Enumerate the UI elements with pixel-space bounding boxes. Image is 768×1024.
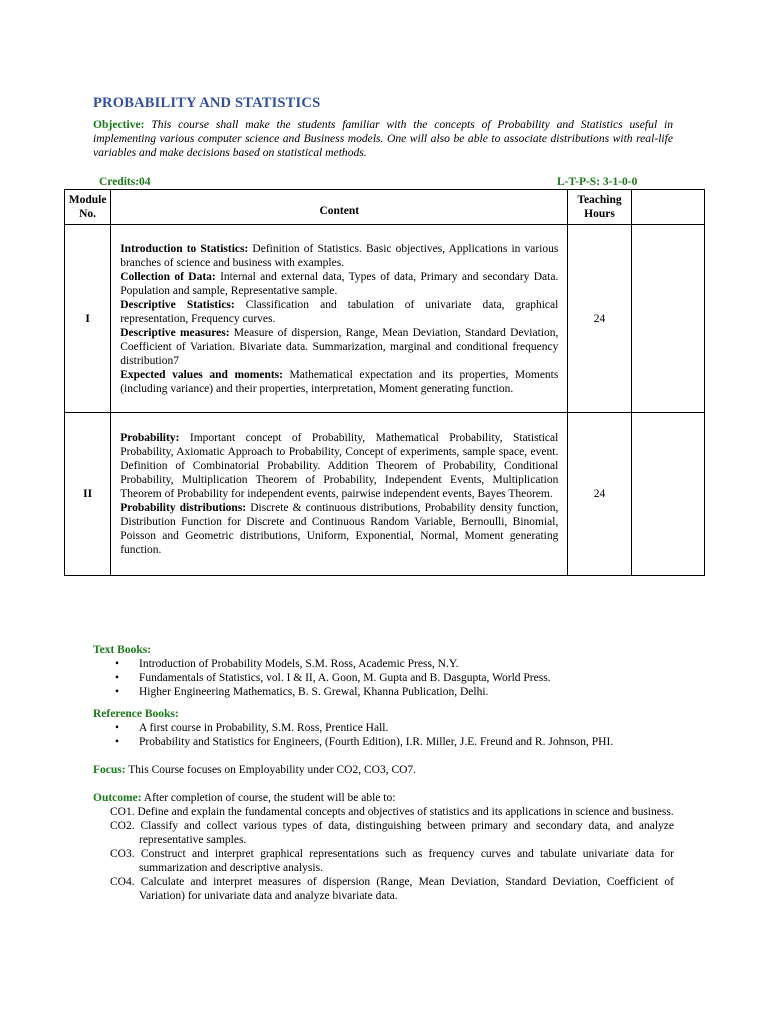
objective-text: This course shall make the students familiar with the concepts of Probability and Statistics useful in implementing various computer science and Business models. One will also be able to associate distributions with real-life variables and make decisions based on statistical methods. — [93, 118, 673, 159]
header-hours: Teaching Hours — [568, 190, 631, 225]
list-item: • Higher Engineering Mathematics, B. S. Grewal, Khanna Publication, Delhi. — [139, 685, 693, 699]
teaching-hours: 24 — [568, 225, 631, 413]
content-text: Measure of dispersion, Range, Mean Deviation, Standard Deviation, Coefficient of Variation. Bivariate data. Summarization, marginal and conditional frequency distribution7 — [120, 326, 559, 367]
header-content: Content — [111, 190, 568, 225]
module-number: II — [65, 413, 111, 576]
outcome-text: After completion of course, the student will be able to: — [141, 792, 396, 804]
syllabus-table — [64, 189, 705, 576]
reference-books-label: Reference Books: — [93, 708, 179, 720]
reference-books-section — [93, 707, 693, 749]
table-row — [65, 225, 705, 413]
list-item: CO4. Calculate and interpret measures of dispersion (Range, Mean Deviation, Standard Deviation, Coefficient of Variation) for univariate data and analyze bivariate data. — [110, 876, 674, 902]
outcome-label: Outcome: — [93, 792, 142, 804]
credits-label: Credits:04 — [99, 176, 151, 188]
list-item: • A first course in Probability, S.M. Ross, Prentice Hall. — [139, 721, 693, 735]
module-content — [111, 413, 568, 576]
content-paragraph — [120, 431, 558, 501]
table-header-row — [65, 190, 705, 225]
objective-label: Objective: — [93, 118, 145, 131]
objective-paragraph — [93, 118, 673, 160]
content-text: Definition of Statistics. Basic objectives, Applications in various branches of science and business with examples. — [120, 242, 559, 269]
course-title: PROBABILITY AND STATISTICS — [93, 95, 321, 111]
content-paragraph — [120, 298, 558, 326]
reference-books-list — [93, 721, 693, 749]
content-text: Important concept of Probability, Mathematical Probability, Statistical Probability, Axiomatic Approach to Probability, Concept of experiments, sample space, event. Definition of Combinatorial Probability. Addition Theorem of Probability, Conditional Probability, Multiplication Theorem of Probability, Independent Events, Multiplication Theorem of Probability for independent events, pairwise independent events, Bayes Theorem. — [120, 432, 559, 500]
outcome-section — [93, 791, 674, 903]
extra-cell — [631, 225, 704, 413]
module-content — [111, 225, 568, 413]
content-paragraph — [120, 326, 558, 368]
content-heading: Collection of Data: — [120, 270, 216, 283]
content-heading: Probability distributions: — [120, 502, 247, 514]
focus-label: Focus: — [93, 764, 126, 776]
list-item: CO1. Define and explain the fundamental concepts and objectives of statistics and its applications in science and business. — [110, 806, 674, 818]
teaching-hours: 24 — [568, 413, 631, 576]
focus-text: This Course focuses on Employability under CO2, CO3, CO7. — [125, 764, 417, 776]
list-item: CO3. Construct and interpret graphical representations such as frequency curves and tabulate univariate data for summarization and descriptive analysis. — [110, 848, 674, 874]
module-number: I — [65, 225, 111, 413]
content-paragraph — [120, 368, 558, 396]
content-heading: Introduction to Statistics: — [120, 242, 249, 255]
content-paragraph — [120, 242, 558, 270]
header-extra — [631, 190, 704, 225]
text-books-list — [93, 657, 693, 699]
outcome-intro — [93, 791, 674, 805]
content-text: Internal and external data, Types of data, Primary and secondary Data. Population and sample, Representative sample. — [120, 270, 559, 297]
list-item: CO2. Classify and collect various types of data, distinguishing between primary and secondary data, and analyze representative samples. — [110, 820, 674, 846]
content-text: Classification and tabulation of univariate data, graphical representation, Frequency curves. — [120, 298, 559, 325]
text-books-label: Text Books: — [93, 644, 152, 656]
header-module: Module No. — [65, 190, 111, 225]
list-item: • Fundamentals of Statistics, vol. I & II, A. Goon, M. Gupta and B. Dasgupta, World Press. — [139, 671, 693, 685]
list-item: • Probability and Statistics for Engineers, (Fourth Edition), I.R. Miller, J.E. Freund and R. Johnson, PHI. — [139, 735, 693, 749]
content-heading: Probability: — [120, 432, 180, 444]
content-paragraph — [120, 501, 558, 557]
table-row — [65, 413, 705, 576]
outcome-list — [93, 805, 674, 903]
focus-line — [93, 763, 416, 777]
list-item: • Introduction of Probability Models, S.M. Ross, Academic Press, N.Y. — [139, 657, 693, 671]
extra-cell — [631, 413, 704, 576]
text-books-section — [93, 643, 693, 699]
ltps-label: L-T-P-S: 3-1-0-0 — [557, 176, 638, 188]
content-heading: Descriptive measures: — [120, 326, 230, 339]
content-text: Mathematical expectation and its properties, Moments (including variance) and their properties, interpretation, Moment generating function. — [120, 368, 559, 395]
content-paragraph — [120, 270, 558, 298]
content-heading: Expected values and moments: — [120, 368, 283, 381]
content-heading: Descriptive Statistics: — [120, 298, 235, 311]
content-text: Discrete & continuous distributions, Probability density function, Distribution Function for Discrete and Continuous Random Variable, Bernoulli, Binomial, Poisson and Geometric distributions, Uniform, Exponential, Normal, Moment generating function. — [120, 502, 559, 556]
